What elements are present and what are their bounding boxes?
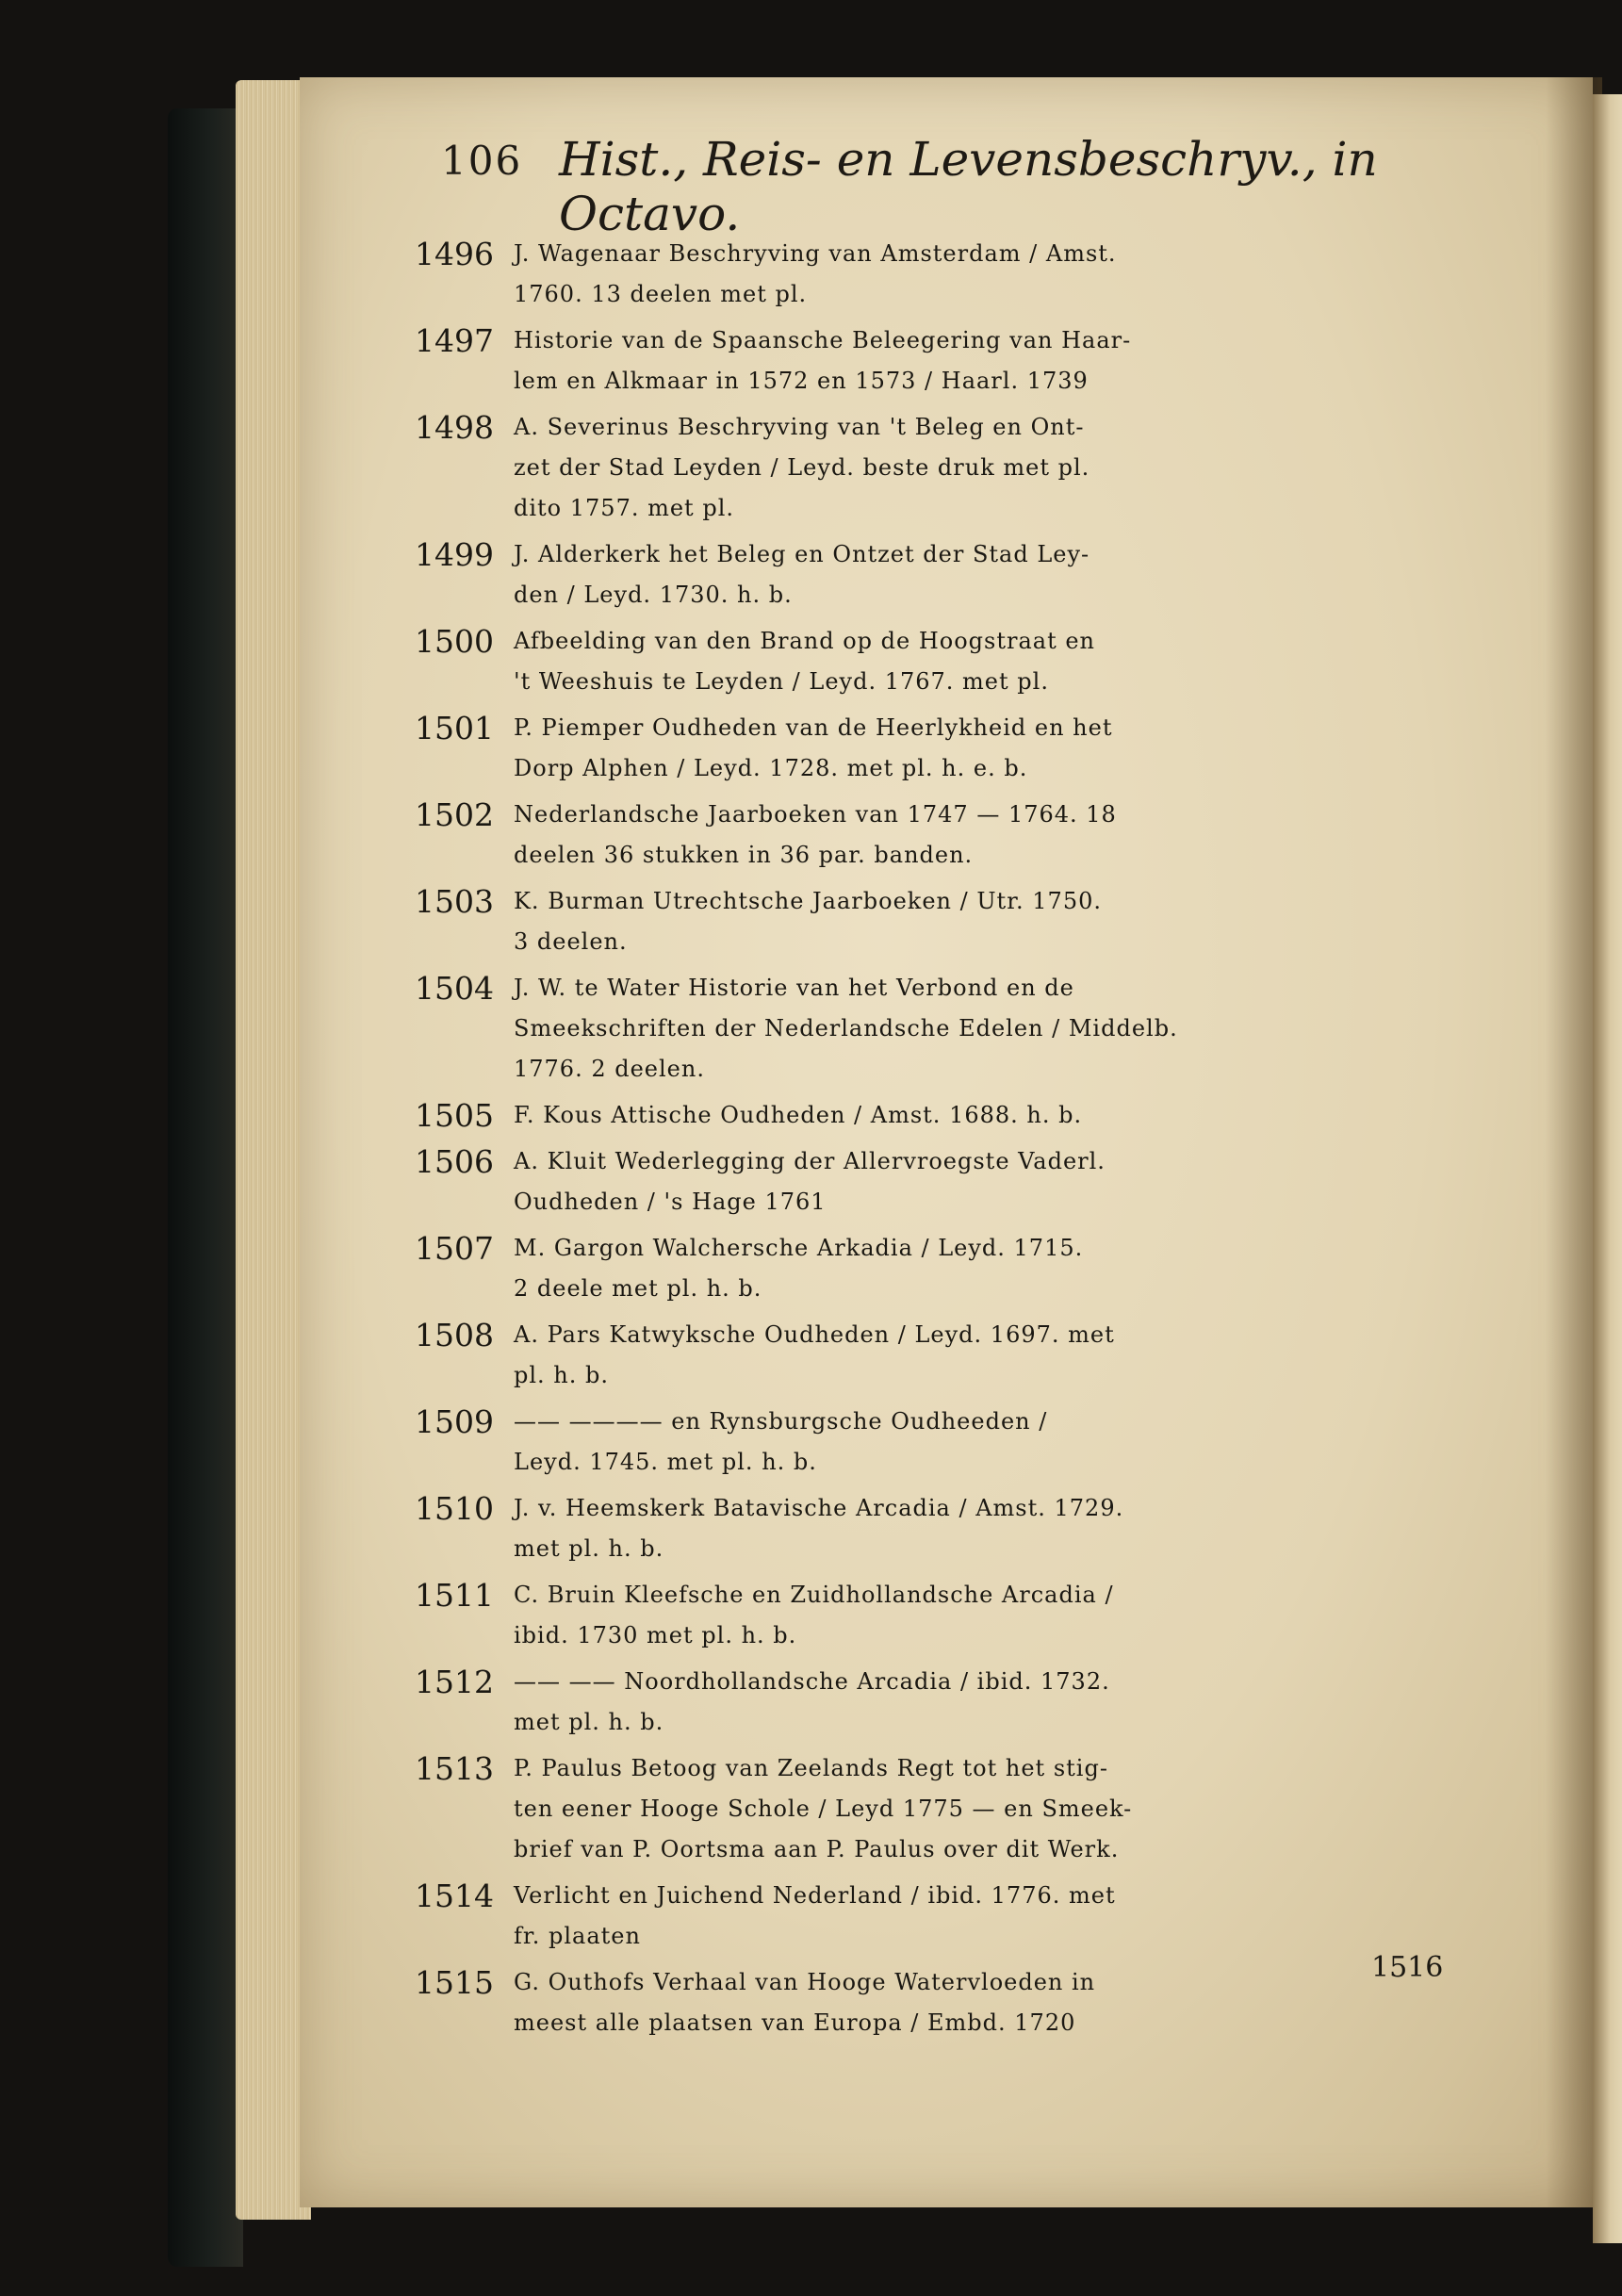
entry-number: 1504 — [415, 970, 494, 1007]
entry-text-line: J. Wagenaar Beschryving van Amsterdam / Amst. — [514, 240, 1117, 267]
entry-text-line: P. Paulus Betoog van Zeelands Regt tot het stig- — [514, 1755, 1108, 1781]
entry-text-line: Nederlandsche Jaarboeken van 1747 — 1764. 18 — [514, 801, 1117, 828]
entry-text-line: Afbeelding van den Brand op de Hoogstraat en — [514, 628, 1096, 654]
book-cover-edge — [168, 108, 243, 2267]
catalogue-entries — [415, 234, 1470, 2049]
entry-text-line: Oudheden / 's Hage 1761 — [514, 1189, 827, 1215]
entry-text-line: 1760. 13 deelen met pl. — [514, 281, 808, 307]
entry-text-line: Verlicht en Juichend Nederland / ibid. 1776. met — [514, 1882, 1116, 1909]
entry-text-line: Dorp Alphen / Leyd. 1728. met pl. h. e. b. — [514, 755, 1028, 781]
entry-text-line: —— ———— en Rynsburgsche Oudheeden / — [514, 1408, 1048, 1435]
entry-text-line: Historie van de Spaansche Beleegering van Haar- — [514, 327, 1132, 353]
entry-number: 1503 — [415, 883, 494, 920]
entry-number: 1497 — [415, 322, 494, 359]
entry-text-line: C. Bruin Kleefsche en Zuidhollandsche Arcadia / — [514, 1582, 1114, 1608]
entry-number: 1502 — [415, 796, 494, 833]
entry-text-line: deelen 36 stukken in 36 par. banden. — [514, 842, 974, 868]
entry-number: 1513 — [415, 1750, 494, 1787]
entry-text-line: —— —— Noordhollandsche Arcadia / ibid. 1732. — [514, 1668, 1110, 1695]
entry-text-line: lem en Alkmaar in 1572 en 1573 / Haarl. 1739 — [514, 368, 1089, 394]
catalogue-entry — [415, 1575, 1470, 1656]
entry-number: 1510 — [415, 1490, 494, 1527]
catalogue-entry — [415, 1315, 1470, 1396]
catalogue-entry — [415, 1095, 1470, 1136]
catalogue-entry — [415, 1876, 1470, 1957]
entry-text-line: J. W. te Water Historie van het Verbond en de — [514, 975, 1074, 1001]
catalogue-entry — [415, 1662, 1470, 1743]
page-header — [441, 132, 1459, 241]
entry-text-line: brief van P. Oortsma aan P. Paulus over dit Werk. — [514, 1836, 1120, 1862]
catalogue-entry — [415, 1488, 1470, 1569]
entry-text-line: A. Kluit Wederlegging der Allervroegste Vaderl. — [514, 1148, 1106, 1174]
entry-text-line: zet der Stad Leyden / Leyd. beste druk met pl. — [514, 454, 1090, 481]
entry-text-line: met pl. h. b. — [514, 1535, 664, 1562]
entry-text-line: J. Alderkerk het Beleg en Ontzet der Stad Ley- — [514, 541, 1090, 567]
entry-number: 1506 — [415, 1143, 494, 1180]
entry-number: 1496 — [415, 236, 494, 272]
running-title: Hist., Reis- en Levensbeschryv., in Octavo. — [559, 132, 1378, 241]
entry-number: 1509 — [415, 1403, 494, 1440]
entry-text-line: Smeekschriften der Nederlandsche Edelen / Middelb. — [514, 1015, 1178, 1041]
catalogue-entry — [415, 534, 1470, 615]
entry-text-line: 2 deele met pl. h. b. — [514, 1275, 762, 1302]
entry-text-line: 3 deelen. — [514, 928, 628, 955]
catalogue-entry — [415, 795, 1470, 876]
catalogue-entry — [415, 320, 1470, 402]
entry-text-line: A. Pars Katwyksche Oudheden / Leyd. 1697. met — [514, 1321, 1115, 1348]
catalogue-entry — [415, 1402, 1470, 1483]
catalogue-entry — [415, 1748, 1470, 1870]
entry-text-line: 't Weeshuis te Leyden / Leyd. 1767. met pl. — [514, 668, 1049, 695]
page-number: 106 — [441, 138, 523, 184]
entry-text-line: J. v. Heemskerk Batavische Arcadia / Amst. 1729. — [514, 1495, 1124, 1521]
entry-number: 1500 — [415, 623, 494, 660]
entry-text-line: ibid. 1730 met pl. h. b. — [514, 1622, 797, 1648]
entry-text-line: met pl. h. b. — [514, 1709, 664, 1735]
entry-text-line: Leyd. 1745. met pl. h. b. — [514, 1449, 817, 1475]
entry-text-line: dito 1757. met pl. — [514, 495, 734, 521]
catalogue-entry — [415, 968, 1470, 1090]
entry-text-line: fr. plaaten — [514, 1923, 641, 1949]
entry-number: 1505 — [415, 1097, 494, 1134]
entry-text-line: 1776. 2 deelen. — [514, 1056, 705, 1082]
entry-number: 1512 — [415, 1664, 494, 1700]
entry-number: 1514 — [415, 1878, 494, 1914]
entry-number: 1501 — [415, 710, 494, 746]
catalogue-entry — [415, 1228, 1470, 1309]
catalogue-entry — [415, 407, 1470, 529]
catalogue-entry — [415, 708, 1470, 789]
entry-text-line: K. Burman Utrechtsche Jaarboeken / Utr. 1750. — [514, 888, 1102, 914]
catalogue-entry — [415, 234, 1470, 315]
entry-number: 1507 — [415, 1230, 494, 1267]
catalogue-entry — [415, 621, 1470, 702]
entry-number: 1515 — [415, 1964, 494, 2001]
entry-text-line: ten eener Hooge Schole / Leyd 1775 — en Smeek- — [514, 1796, 1133, 1822]
entry-number: 1508 — [415, 1317, 494, 1353]
entry-text-line: M. Gargon Walchersche Arkadia / Leyd. 1715. — [514, 1235, 1084, 1261]
catalogue-entry — [415, 881, 1470, 962]
catalogue-entry — [415, 1962, 1470, 2043]
entry-text-line: F. Kous Attische Oudheden / Amst. 1688. h. b. — [514, 1102, 1083, 1128]
entry-number: 1499 — [415, 536, 494, 573]
facing-page-edge — [1593, 94, 1622, 2243]
entry-text-line: meest alle plaatsen van Europa / Embd. 1720 — [514, 2009, 1076, 2036]
entry-text-line: den / Leyd. 1730. h. b. — [514, 582, 793, 608]
catalogue-entry — [415, 1141, 1470, 1222]
entry-text-line: A. Severinus Beschryving van 't Beleg en Ont- — [514, 414, 1085, 440]
entry-number: 1511 — [415, 1577, 494, 1614]
entry-text-line: G. Outhofs Verhaal van Hooge Watervloeden in — [514, 1969, 1096, 1995]
entry-text-line: P. Piemper Oudheden van de Heerlykheid en het — [514, 714, 1113, 741]
entry-text-line: pl. h. b. — [514, 1362, 610, 1388]
catchword: 1516 — [1371, 1951, 1444, 1984]
entry-number: 1498 — [415, 409, 494, 446]
